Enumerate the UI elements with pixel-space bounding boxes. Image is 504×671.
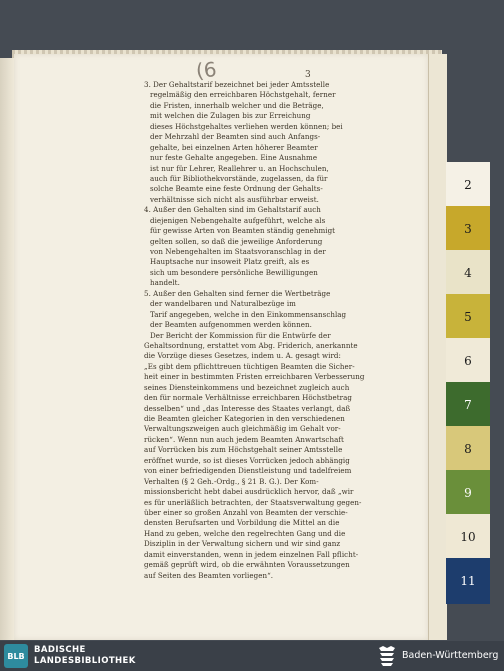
text-line: handelt. <box>150 278 180 288</box>
text-line: nur feste Gehalte angegeben. Eine Ausnahme <box>150 153 318 163</box>
color-calibration-scale <box>446 162 490 602</box>
text-line: eröffnet wurde, so ist dieses Vorrücken jedoch abhängig <box>144 455 350 465</box>
text-line: missionsbericht hebt dabei ausdrücklich hervor, daß „wir <box>144 487 354 497</box>
text-line: gehalte, bei einzelnen Arten höherer Beamter <box>150 142 318 152</box>
scale-patch <box>446 294 490 340</box>
text-line: Verhalten (§ 2 Geh.-Ordg., § 21 B. G.). Der Kom- <box>144 476 319 486</box>
scale-label: 7 <box>464 398 472 412</box>
text-line: auf Vorrücken bis zum Höchstgehalt seiner Amtsstelle <box>144 445 343 455</box>
text-line: auch für Bibliothekvorstände, zugelassen, da für <box>150 173 328 183</box>
scale-label: 5 <box>464 310 472 324</box>
text-line: „Es gibt dem pflichttreuen tüchtigen Beamten die Sicher- <box>144 361 355 371</box>
text-line: Verwaltungszweigen auch gleichmäßig im Gehalt vor- <box>144 424 341 434</box>
text-line: desselben“ und „das Interesse des Staates verlangt, daß <box>144 403 351 413</box>
page-number: 3 <box>305 70 311 80</box>
text-line: die Vorzüge dieses Gesetzes, indem u. A. gesagt wird: <box>144 351 341 361</box>
scale-label: 10 <box>460 530 476 544</box>
scale-patch <box>446 558 490 604</box>
text-line: der wandelbaren und Naturalbezüge im <box>150 299 296 309</box>
scale-patch <box>446 250 490 296</box>
scale-label: 9 <box>464 486 472 500</box>
scale-patch <box>446 382 490 428</box>
text-line: regelmäßig den erreichbaren Höchstgehalt, ferner <box>150 90 336 100</box>
scale-label: 4 <box>464 266 472 280</box>
text-line: die Beamten gleicher Kategorien in den verschiedenen <box>144 414 345 423</box>
text-line: Hand zu geben, welche den regelrechten Gang und die <box>144 528 346 538</box>
text-line: 5. Außer den Gehalten sind ferner die Wertbeträge <box>144 288 331 298</box>
text-line: Hauptsache nur insoweit Platz greift, als es <box>150 257 310 267</box>
text-line: die Fristen, innerhalb welcher und die Beträge, <box>150 100 324 110</box>
page-left-edge <box>0 58 14 640</box>
scale-patch <box>446 470 490 516</box>
text-line: Tarif angegeben, welche in den Einkommensanschlag <box>150 309 347 319</box>
library-name-line2: LANDESBIBLIOTHEK <box>34 656 136 666</box>
text-line: für gewisse Arten von Beamten ständig genehmigt <box>150 226 336 236</box>
text-line: diejenigen Nebengehalte aufgeführt, welche als <box>150 215 326 225</box>
scale-label: 3 <box>464 222 472 236</box>
text-line: von Nebengehalten im Staatsvoranschlag in der <box>150 247 326 256</box>
text-line: ist nur für Lehrer, Reallehrer u. an Hochschulen, <box>150 163 329 173</box>
text-line: Der Bericht der Kommission für die Entwürfe der <box>150 330 331 340</box>
page-text <box>144 80 426 581</box>
scale-patch <box>446 206 490 252</box>
state-name[interactable]: Baden-Württemberg <box>402 650 499 661</box>
text-line: auf Seiten des Beamten vorliegen“. <box>144 570 274 580</box>
text-line: seines Diensteinkommens und bezeichnet zugleich auch <box>144 382 350 392</box>
text-line: heit einer in bestimmten Fristen erreichbaren Verbesserung <box>144 372 365 382</box>
scale-label: 8 <box>464 442 472 456</box>
text-line: es für unerläßlich betrachten, der Staatsverwaltung gegen- <box>144 497 362 507</box>
pencil-annotation: (6 <box>194 56 218 84</box>
blb-logo[interactable]: BLB <box>4 644 28 668</box>
page-right-margin <box>428 54 447 640</box>
library-name[interactable] <box>34 645 136 667</box>
text-line: Disziplin in der Verwaltung sichern und wir sind ganz <box>144 539 341 549</box>
text-line: gemäß geprüft wird, ob die erwähnten Voraussetzungen <box>144 560 350 570</box>
text-line: sich um besondere persönliche Bewilligungen <box>150 267 318 277</box>
footer-bar <box>0 641 504 671</box>
text-line: gelten sollen, so daß die jeweilige Anforderung <box>150 236 323 246</box>
text-line: den für normale Verhältnisse erreichbaren Höchstbetrag <box>144 393 352 403</box>
scale-label: 11 <box>460 574 476 588</box>
scale-patch <box>446 514 490 560</box>
text-line: solche Beamte eine feste Ordnung der Gehalts- <box>150 184 323 194</box>
scale-label: 2 <box>464 178 472 192</box>
text-line: der Beamten aufgenommen werden können. <box>150 320 312 330</box>
library-name-line1: BADISCHE <box>34 645 86 655</box>
text-line: verhältnisse sich nicht als ausführbar erweist. <box>150 194 319 204</box>
text-line: Gehaltsordnung, erstattet vom Abg. Friderich, anerkannte <box>144 340 358 350</box>
text-line: mit welchen die Zulagen bis zur Erreichung <box>150 111 311 121</box>
text-line: damit einverstanden, wenn in jedem einzelnen Fall pflicht- <box>144 549 359 559</box>
text-line: der Mehrzahl der Beamten sind auch Anfangs- <box>150 132 321 142</box>
text-line: über einer so großen Anzahl von Beamten der verschie- <box>144 507 348 517</box>
scale-patch <box>446 426 490 472</box>
text-line: rücken“. Wenn nun auch jedem Beamten Anwartschaft <box>144 434 344 444</box>
text-line: densten Berufsarten und Vorbildung die Mittel an die <box>144 518 340 528</box>
text-line: 4. Außer den Gehalten sind im Gehaltstarif auch <box>144 205 321 215</box>
scale-patch <box>446 162 490 208</box>
text-line: dieses Höchstgehaltes verliehen werden können; bei <box>150 121 343 131</box>
text-line: von einer befriedigenden Dienstleistung und tadelfreiem <box>144 466 352 476</box>
baden-wuerttemberg-logo-icon[interactable] <box>377 645 397 667</box>
scale-patch <box>446 338 490 384</box>
text-line: 3. Der Gehaltstarif bezeichnet bei jeder Amtsstelle <box>144 80 330 89</box>
scale-label: 6 <box>464 354 472 368</box>
